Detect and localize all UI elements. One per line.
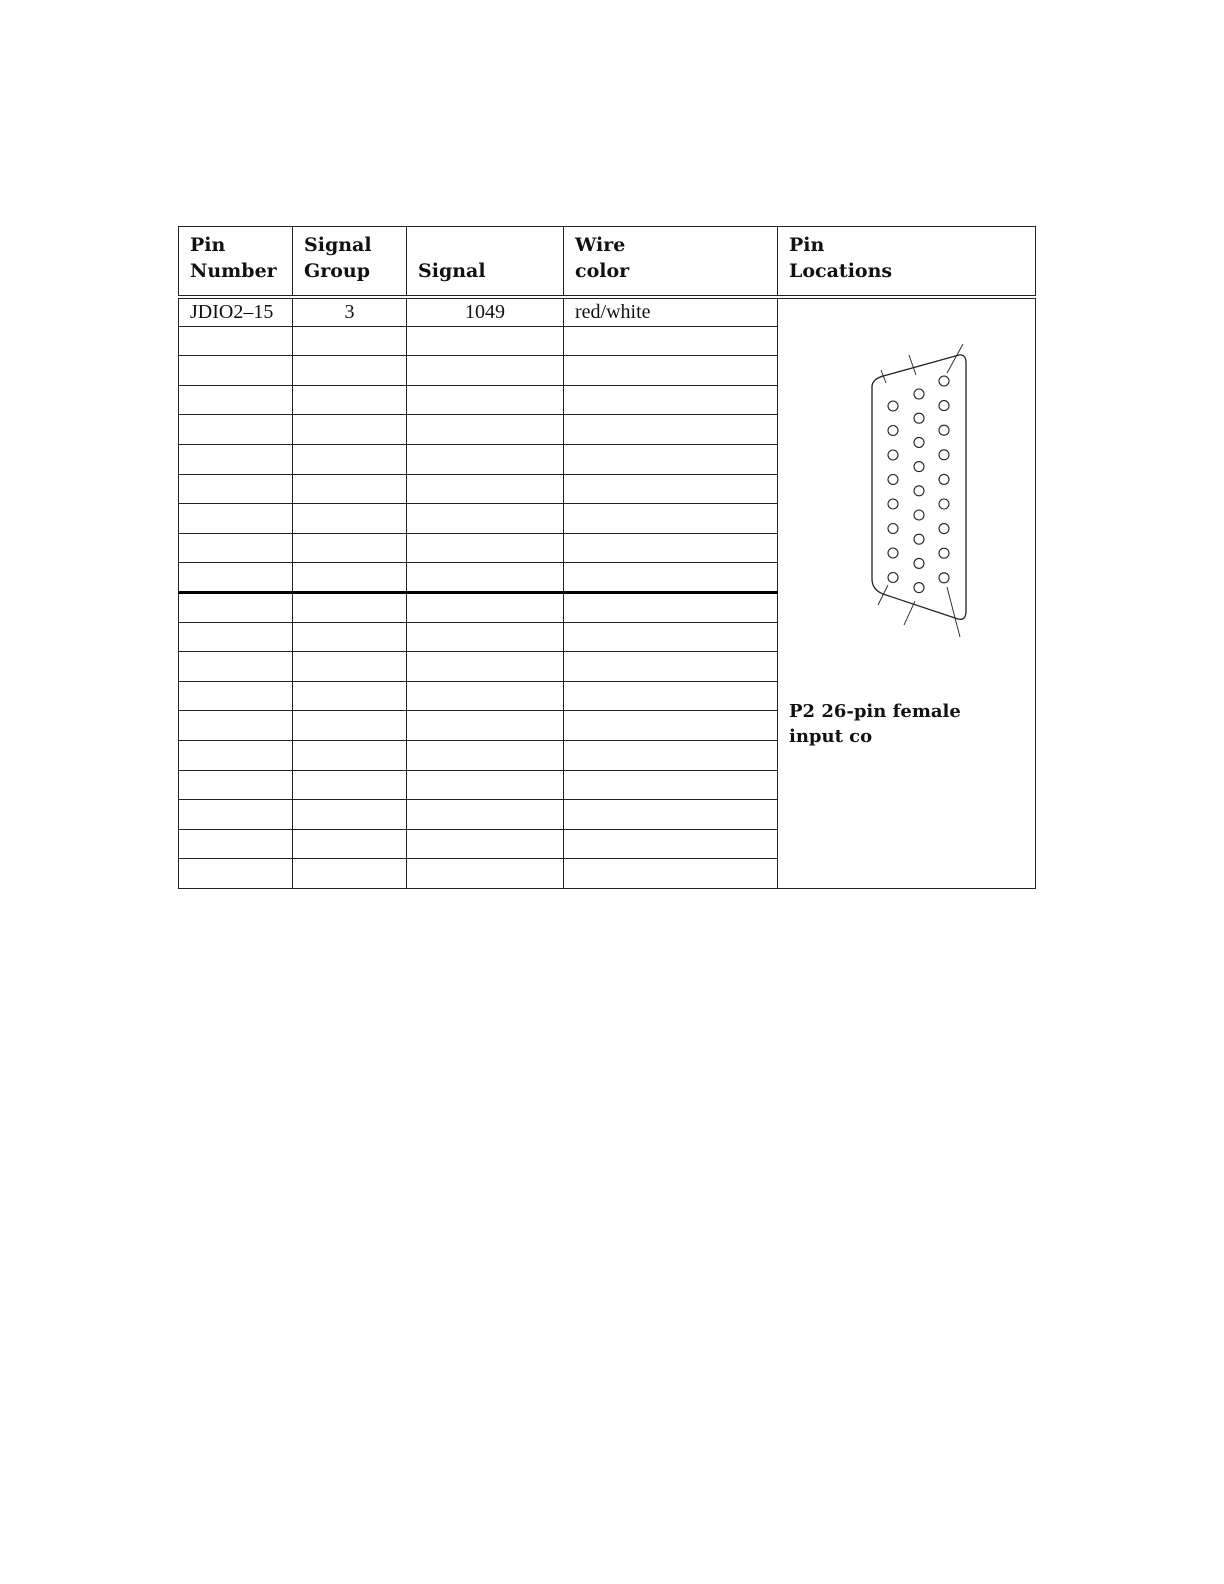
leader-line [947, 344, 963, 373]
pin-hole [888, 450, 898, 460]
cell-pin-number [179, 326, 293, 356]
cell-pin-number [179, 444, 293, 474]
pin-hole [914, 534, 924, 544]
cell-signal [407, 415, 564, 445]
cell-signal [407, 504, 564, 534]
cell-wire-color [564, 800, 778, 830]
cell-wire-color [564, 652, 778, 682]
cell-wire-color [564, 711, 778, 741]
cell-signal-group [293, 563, 407, 593]
pin-hole [939, 400, 949, 410]
cell-signal-group [293, 504, 407, 534]
header-wire-color: Wire color [564, 227, 778, 297]
cell-wire-color [564, 356, 778, 386]
cell-signal [407, 444, 564, 474]
cell-signal-group [293, 385, 407, 415]
cell-wire-color [564, 444, 778, 474]
cell-wire-color [564, 504, 778, 534]
cell-signal-group [293, 622, 407, 652]
cell-signal-group [293, 800, 407, 830]
connector-pins [888, 376, 949, 593]
header-pin-number: Pin Number [179, 227, 293, 297]
pin-hole [939, 425, 949, 435]
cell-pin-number [179, 711, 293, 741]
cell-signal [407, 711, 564, 741]
connector-diagram [864, 343, 974, 643]
cell-signal [407, 770, 564, 800]
cell-wire-color [564, 859, 778, 889]
pin-hole [939, 376, 949, 386]
cell-signal [407, 592, 564, 622]
cell-signal: 1049 [407, 297, 564, 327]
pin-hole [914, 413, 924, 423]
cell-signal [407, 533, 564, 563]
pin-hole [888, 572, 898, 582]
cell-signal [407, 859, 564, 889]
cell-pin-number [179, 859, 293, 889]
pin-hole [939, 449, 949, 459]
pin-hole [939, 474, 949, 484]
cell-signal [407, 385, 564, 415]
cell-signal [407, 681, 564, 711]
cell-wire-color [564, 592, 778, 622]
cell-wire-color [564, 415, 778, 445]
pin-assignment-table [178, 226, 1036, 889]
pin-hole [939, 572, 949, 582]
cell-signal-group [293, 711, 407, 741]
cell-pin-number [179, 740, 293, 770]
header-signal-group: Signal Group [293, 227, 407, 297]
cell-signal-group [293, 474, 407, 504]
cell-wire-color [564, 385, 778, 415]
pin-hole [914, 485, 924, 495]
cell-pin-number [179, 622, 293, 652]
cell-pin-number [179, 563, 293, 593]
cell-pin-number [179, 681, 293, 711]
leader-line [909, 355, 916, 375]
pin-hole [914, 461, 924, 471]
cell-signal-group [293, 533, 407, 563]
cell-wire-color [564, 740, 778, 770]
cell-pin-number [179, 533, 293, 563]
cell-signal-group [293, 681, 407, 711]
cell-signal [407, 622, 564, 652]
cell-wire-color [564, 681, 778, 711]
cell-signal-group [293, 326, 407, 356]
cell-signal-group [293, 859, 407, 889]
cell-pin-number [179, 652, 293, 682]
cell-wire-color [564, 533, 778, 563]
cell-wire-color [564, 829, 778, 859]
cell-wire-color: red/white [564, 297, 778, 327]
pin-hole [888, 523, 898, 533]
cell-wire-color [564, 563, 778, 593]
cell-signal-group [293, 444, 407, 474]
pin-hole [939, 523, 949, 533]
pin-hole [914, 437, 924, 447]
cell-signal-group [293, 415, 407, 445]
pin-hole [939, 548, 949, 558]
cell-wire-color [564, 326, 778, 356]
header-signal: Signal [407, 227, 564, 297]
connector-caption: P2 26-pin female input co [789, 700, 961, 747]
cell-pin-number [179, 800, 293, 830]
cell-signal-group [293, 829, 407, 859]
cell-wire-color [564, 770, 778, 800]
cell-pin-number [179, 385, 293, 415]
cell-pin-number [179, 829, 293, 859]
pin-hole [914, 510, 924, 520]
cell-signal [407, 740, 564, 770]
table-header-row [179, 227, 1036, 297]
cell-pin-number [179, 592, 293, 622]
cell-signal-group [293, 740, 407, 770]
table-row [179, 297, 1036, 327]
cell-pin-number [179, 474, 293, 504]
leader-line [904, 601, 915, 625]
pin-hole [914, 389, 924, 399]
cell-wire-color [564, 474, 778, 504]
pin-hole [888, 548, 898, 558]
cell-signal [407, 652, 564, 682]
cell-pin-number: JDIO2–15 [179, 297, 293, 327]
pin-hole [939, 499, 949, 509]
cell-signal-group [293, 652, 407, 682]
cell-signal-group [293, 770, 407, 800]
cell-signal [407, 563, 564, 593]
leader-line [947, 587, 960, 637]
pin-locations-cell [778, 297, 1036, 889]
cell-pin-number [179, 504, 293, 534]
pin-hole [888, 474, 898, 484]
cell-signal [407, 356, 564, 386]
header-pin-locations: Pin Locations [778, 227, 1036, 297]
cell-wire-color [564, 622, 778, 652]
cell-signal-group: 3 [293, 297, 407, 327]
cell-signal [407, 829, 564, 859]
cell-pin-number [179, 356, 293, 386]
pin-hole [888, 499, 898, 509]
pin-hole [888, 425, 898, 435]
cell-signal [407, 326, 564, 356]
connector-shell [872, 354, 966, 618]
pin-hole [914, 582, 924, 592]
cell-signal [407, 800, 564, 830]
pin-hole [914, 558, 924, 568]
cell-signal-group [293, 592, 407, 622]
cell-pin-number [179, 770, 293, 800]
cell-pin-number [179, 415, 293, 445]
cell-signal [407, 474, 564, 504]
pin-hole [888, 401, 898, 411]
cell-signal-group [293, 356, 407, 386]
